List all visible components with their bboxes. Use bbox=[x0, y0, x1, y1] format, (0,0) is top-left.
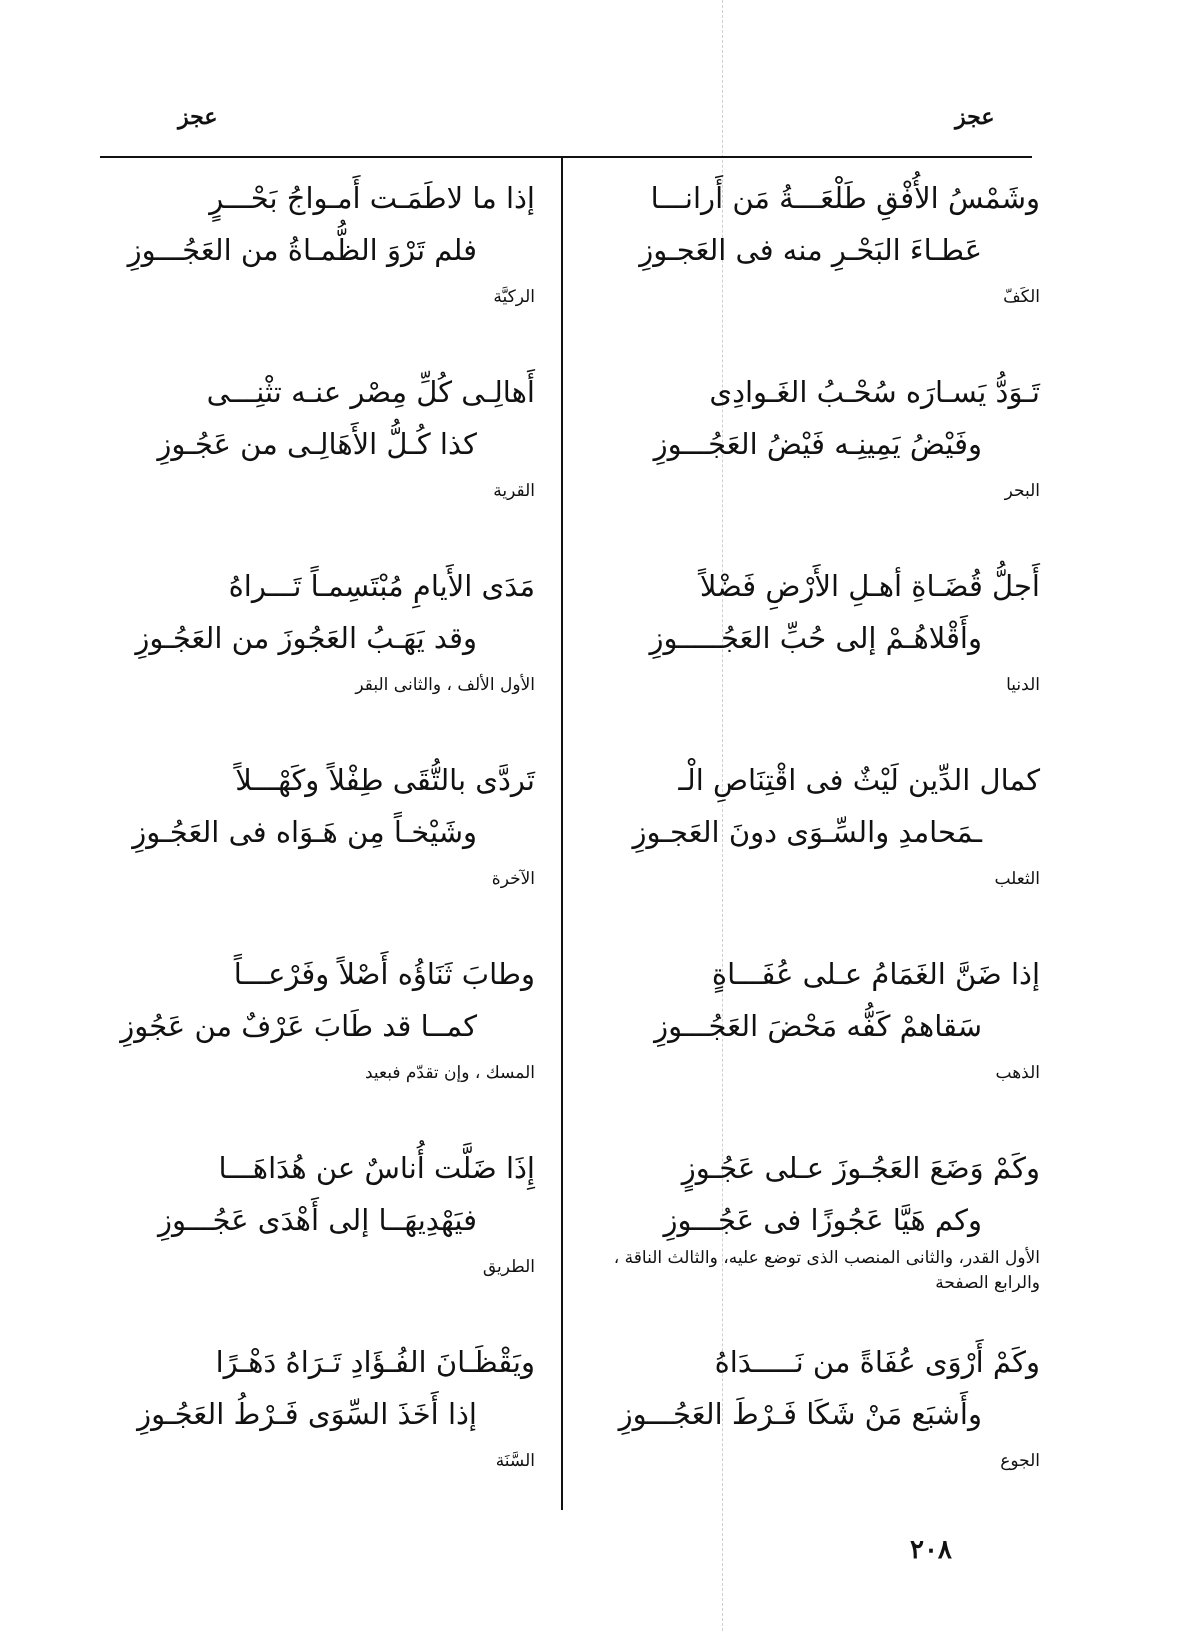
verse-first-hemistich: وكَمْ وَضَعَ العَجُـوزَ عـلى عَجُـوزٍ bbox=[681, 1151, 1040, 1185]
verse-gloss: الركيَّة bbox=[493, 287, 535, 307]
stanza bbox=[85, 1142, 535, 1336]
verse-second-hemistich: وقد يَهَـبُ العَجُوزَ من العَجُـوزِ bbox=[135, 621, 477, 655]
verse-first-hemistich: تَردَّى بالتُّقَى طِفْلاً وكَهْـــلاً bbox=[235, 763, 535, 797]
verse-first-hemistich: كمال الدِّين لَيْثٌ فى اقْتِنَاصِ الْـ bbox=[678, 763, 1040, 797]
verse-first-hemistich: ويَقْظَـانَ الفُـؤَادِ تَـرَاهُ دَهْـرًا bbox=[215, 1345, 535, 1379]
stanza bbox=[85, 366, 535, 560]
verse-second-hemistich: كمــا قد طَابَ عَرْفٌ من عَجُوزِ bbox=[120, 1009, 477, 1043]
stanza bbox=[590, 172, 1040, 366]
verse-gloss: الجوع bbox=[1000, 1451, 1040, 1471]
verse-second-hemistich: وكم هَيَّا عَجُوزًا فى عَجُـــوزِ bbox=[663, 1203, 982, 1237]
verse-gloss: الأول القدر، والثانى المنصب الذى توضع عليه، والثالث الناقة ، والرابع الصفحة bbox=[613, 1248, 1040, 1293]
verse-gloss: الدنيا bbox=[1006, 675, 1040, 695]
verse-first-hemistich: وكَمْ أَرْوَى عُفَاةً من نَـــــدَاهُ bbox=[714, 1345, 1040, 1379]
verse-gloss: الكَفّ bbox=[1003, 287, 1040, 307]
verse-second-hemistich: كذا كُـلُّ الأَهَالِـى من عَجُـوزِ bbox=[157, 427, 477, 461]
stanza bbox=[590, 366, 1040, 560]
verse-second-hemistich: ـمَحامدِ والسِّـوَى دونَ العَجـوزِ bbox=[632, 815, 982, 849]
stanza bbox=[590, 948, 1040, 1142]
verse-second-hemistich: وفَيْضُ يَمِينِـه فَيْضُ العَجُـــوزِ bbox=[653, 427, 982, 461]
verse-second-hemistich: سَقاهمْ كَفُّه مَحْضَ العَجُـــوزِ bbox=[654, 1009, 982, 1043]
verse-gloss: الطريق bbox=[482, 1257, 535, 1277]
stanza bbox=[590, 560, 1040, 754]
verse-first-hemistich: مَدَى الأَيامِ مُبْتَسِمـاً تَـــراهُ bbox=[228, 569, 535, 603]
stanza bbox=[85, 754, 535, 948]
verse-second-hemistich: فيَهْدِيهَــا إلى أَهْدَى عَجُـــوزِ bbox=[158, 1203, 477, 1237]
verse-second-hemistich: وأَشبَع مَنْ شَكَا فَـرْطَ العَجُـــوزِ bbox=[618, 1397, 982, 1431]
running-header-right: عجز bbox=[955, 104, 995, 130]
left-column bbox=[85, 172, 535, 1530]
verse-gloss: الثعلب bbox=[994, 869, 1040, 889]
verse-first-hemistich: وطابَ ثَنَاؤُه أَصْلاً وفَرْعـــاً bbox=[233, 957, 535, 991]
verse-gloss: الأول الألف ، والثانى البقر bbox=[355, 675, 535, 695]
verse-first-hemistich: إذا ضَنَّ الغَمَامُ عـلى عُفَـــاةٍ bbox=[711, 957, 1040, 991]
verse-first-hemistich: أَهالِـى كُلِّ مِصْر عنـه تثْنِـــى bbox=[206, 375, 535, 409]
verse-second-hemistich: عَطـاءَ البَحْـرِ منه فى العَجـوزِ bbox=[639, 233, 982, 267]
stanza bbox=[590, 754, 1040, 948]
verse-first-hemistich: إِذَا ضَلَّت أُناسٌ عن هُدَاهَـــا bbox=[218, 1151, 535, 1185]
stanza bbox=[85, 1336, 535, 1530]
verse-first-hemistich: أَجلُّ قُضَـاةِ أهـلِ الأَرْضِ فَضْلاً bbox=[699, 569, 1040, 603]
running-header-left: عجز bbox=[178, 104, 218, 130]
verse-first-hemistich: تَـوَدُّ يَسـارَه سُحْـبُ الغَـوادِى bbox=[709, 375, 1040, 409]
verse-gloss: المسك ، وإن تقدّم فبعيد bbox=[364, 1063, 535, 1083]
right-column bbox=[590, 172, 1040, 1530]
column-divider bbox=[561, 158, 563, 1510]
verse-second-hemistich: وأَقْلاهُـمْ إلى حُبِّ العَجُـــــوزِ bbox=[649, 621, 982, 655]
verse-gloss: الآخرة bbox=[491, 869, 535, 889]
stanza bbox=[85, 948, 535, 1142]
stanza bbox=[590, 1336, 1040, 1530]
page-number: ٢٠٨ bbox=[910, 1535, 952, 1565]
stanza bbox=[590, 1142, 1040, 1336]
verse-second-hemistich: فلم تَرْوَ الظُّمـاةُ من العَجُـــوزِ bbox=[127, 233, 477, 267]
verse-second-hemistich: إذا أَخَذَ السِّوَى فَـرْطُ العَجُـوزِ bbox=[137, 1397, 477, 1431]
stanza bbox=[85, 560, 535, 754]
verse-first-hemistich: وشَمْسُ الأُفْقِ طَلْعَـــةُ مَن أَرانـــا bbox=[650, 181, 1040, 215]
verse-gloss: القرية bbox=[493, 481, 535, 501]
verse-gloss: السَّنَة bbox=[495, 1451, 535, 1471]
header-rule bbox=[100, 156, 1032, 158]
verse-second-hemistich: وشَيْخـاً مِن هَـوَاه فى العَجُـوزِ bbox=[132, 815, 477, 849]
verse-gloss: البحر bbox=[1004, 481, 1040, 501]
verse-first-hemistich: إذا ما لاطَمَـت أَمـواجُ بَحْـــرٍ bbox=[209, 181, 535, 215]
stanza bbox=[85, 172, 535, 366]
verse-gloss: الذهب bbox=[995, 1063, 1040, 1083]
